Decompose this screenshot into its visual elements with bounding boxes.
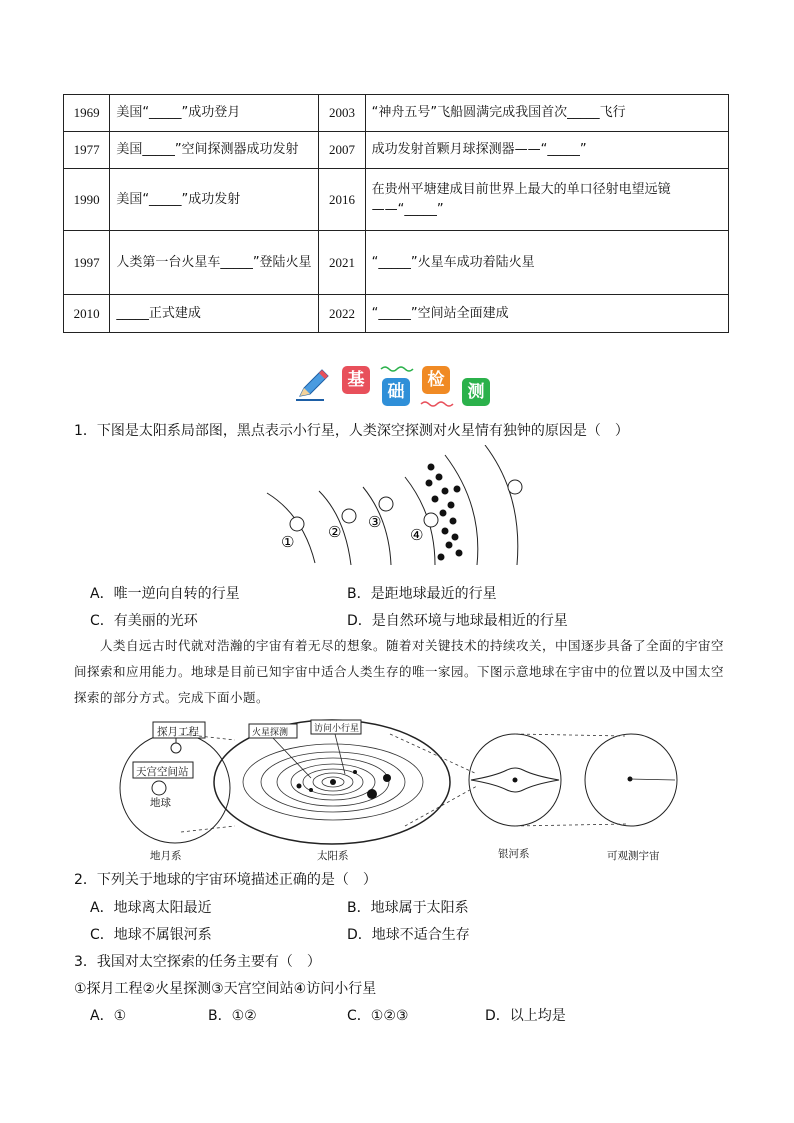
banner-tile-1: 基	[342, 366, 370, 394]
solar-system-partial-diagram	[255, 445, 565, 565]
year-cell: 2010	[64, 295, 110, 333]
event-cell: “_____”空间站全面建成	[365, 295, 728, 333]
label-solar-system: 太阳系	[317, 850, 349, 862]
year-cell: 2007	[319, 132, 365, 169]
year-cell: 2003	[319, 95, 365, 132]
q1-option-c[interactable]: C．有美丽的光环	[90, 613, 198, 629]
q3-option-a[interactable]: A．①	[90, 1008, 127, 1024]
event-cell: 美国“_____”成功发射	[110, 169, 319, 231]
q3-option-d[interactable]: D．以上均是	[485, 1008, 566, 1024]
label-earth: 地球	[150, 797, 171, 809]
wave-decoration-icon	[380, 364, 414, 372]
marker-label-4: ④	[410, 526, 424, 544]
event-cell: 成功发射首颗月球探测器——“_____”	[365, 132, 728, 169]
event-cell: “神舟五号”飞船圆满完成我国首次_____飞行	[365, 95, 728, 132]
question-3-stem: 3．我国对太空探索的任务主要有（ ）	[74, 954, 321, 970]
table-row	[64, 132, 729, 169]
event-cell: _____正式建成	[110, 295, 319, 333]
year-cell: 1997	[64, 231, 110, 295]
wave-decoration-icon	[420, 400, 454, 408]
marker-label-2: ②	[328, 523, 342, 541]
q1-option-d[interactable]: D．是自然环境与地球最相近的行星	[347, 613, 568, 629]
marker-label-3: ③	[368, 513, 382, 531]
year-cell: 2016	[319, 169, 365, 231]
q2-option-d[interactable]: D．地球不适合生存	[347, 927, 470, 943]
banner-tile-4: 测	[462, 378, 490, 406]
question-2-stem: 2．下列关于地球的宇宙环境描述正确的是（ ）	[74, 872, 377, 888]
section-banner	[294, 362, 504, 410]
cosmic-hierarchy-diagram	[115, 716, 715, 846]
q1-option-b[interactable]: B．是距地球最近的行星	[347, 586, 497, 602]
q2-option-a[interactable]: A．地球离太阳最近	[90, 900, 212, 916]
banner-tile-2: 础	[382, 378, 410, 406]
banner-tile-3: 检	[422, 366, 450, 394]
label-asteroid-visit: 访问小行星	[314, 724, 360, 734]
pencil-icon	[294, 366, 332, 402]
q2-option-b[interactable]: B．地球属于太阳系	[347, 900, 469, 916]
q2-option-c[interactable]: C．地球不属银河系	[90, 927, 212, 943]
event-cell: 在贵州平塘建成目前世界上最大的单口径射电望远镜——“_____”	[365, 169, 728, 231]
year-cell: 2021	[319, 231, 365, 295]
year-cell: 1990	[64, 169, 110, 231]
timeline-table	[63, 94, 729, 333]
label-galaxy: 银河系	[498, 848, 530, 860]
event-cell: 美国“_____”成功登月	[110, 95, 319, 132]
reading-passage: 人类自远古时代就对浩瀚的宇宙有着无尽的想象。随着对关键技术的持续攻关，中国逐步具备了全面的宇宙空间探索和应用能力。地球是目前已知宇宙中适合人类生存的唯一家园。下图示意地球在宇宙中的位置以及中国太空探索的部分方式。完成下面小题。	[74, 638, 725, 705]
q3-option-b[interactable]: B．①②	[208, 1008, 257, 1024]
event-cell: “_____”火星车成功着陆火星	[365, 231, 728, 295]
q3-option-c[interactable]: C．①②③	[347, 1008, 409, 1024]
question-3-items: ①探月工程②火星探测③天宫空间站④访问小行星	[74, 981, 377, 997]
year-cell: 2022	[319, 295, 365, 333]
year-cell: 1969	[64, 95, 110, 132]
table-row	[64, 295, 729, 333]
label-moon-project: 探月工程	[157, 726, 199, 738]
year-cell: 1977	[64, 132, 110, 169]
table-row	[64, 231, 729, 295]
marker-label-1: ①	[281, 533, 295, 551]
label-space-station: 天宫空间站	[136, 766, 189, 778]
table-row	[64, 95, 729, 132]
question-1-stem: 1．下图是太阳系局部图，黑点表示小行星，人类深空探测对火星情有独钟的原因是（ ）	[74, 423, 629, 439]
label-earth-moon-system: 地月系	[150, 850, 182, 862]
label-observable-universe: 可观测宇宙	[607, 850, 660, 862]
event-cell: 美国_____”空间探测器成功发射	[110, 132, 319, 169]
label-mars-probe: 火星探测	[252, 728, 289, 738]
event-cell: 人类第一台火星车_____”登陆火星	[110, 231, 319, 295]
q1-option-a[interactable]: A．唯一逆向自转的行星	[90, 586, 240, 602]
table-row	[64, 169, 729, 231]
